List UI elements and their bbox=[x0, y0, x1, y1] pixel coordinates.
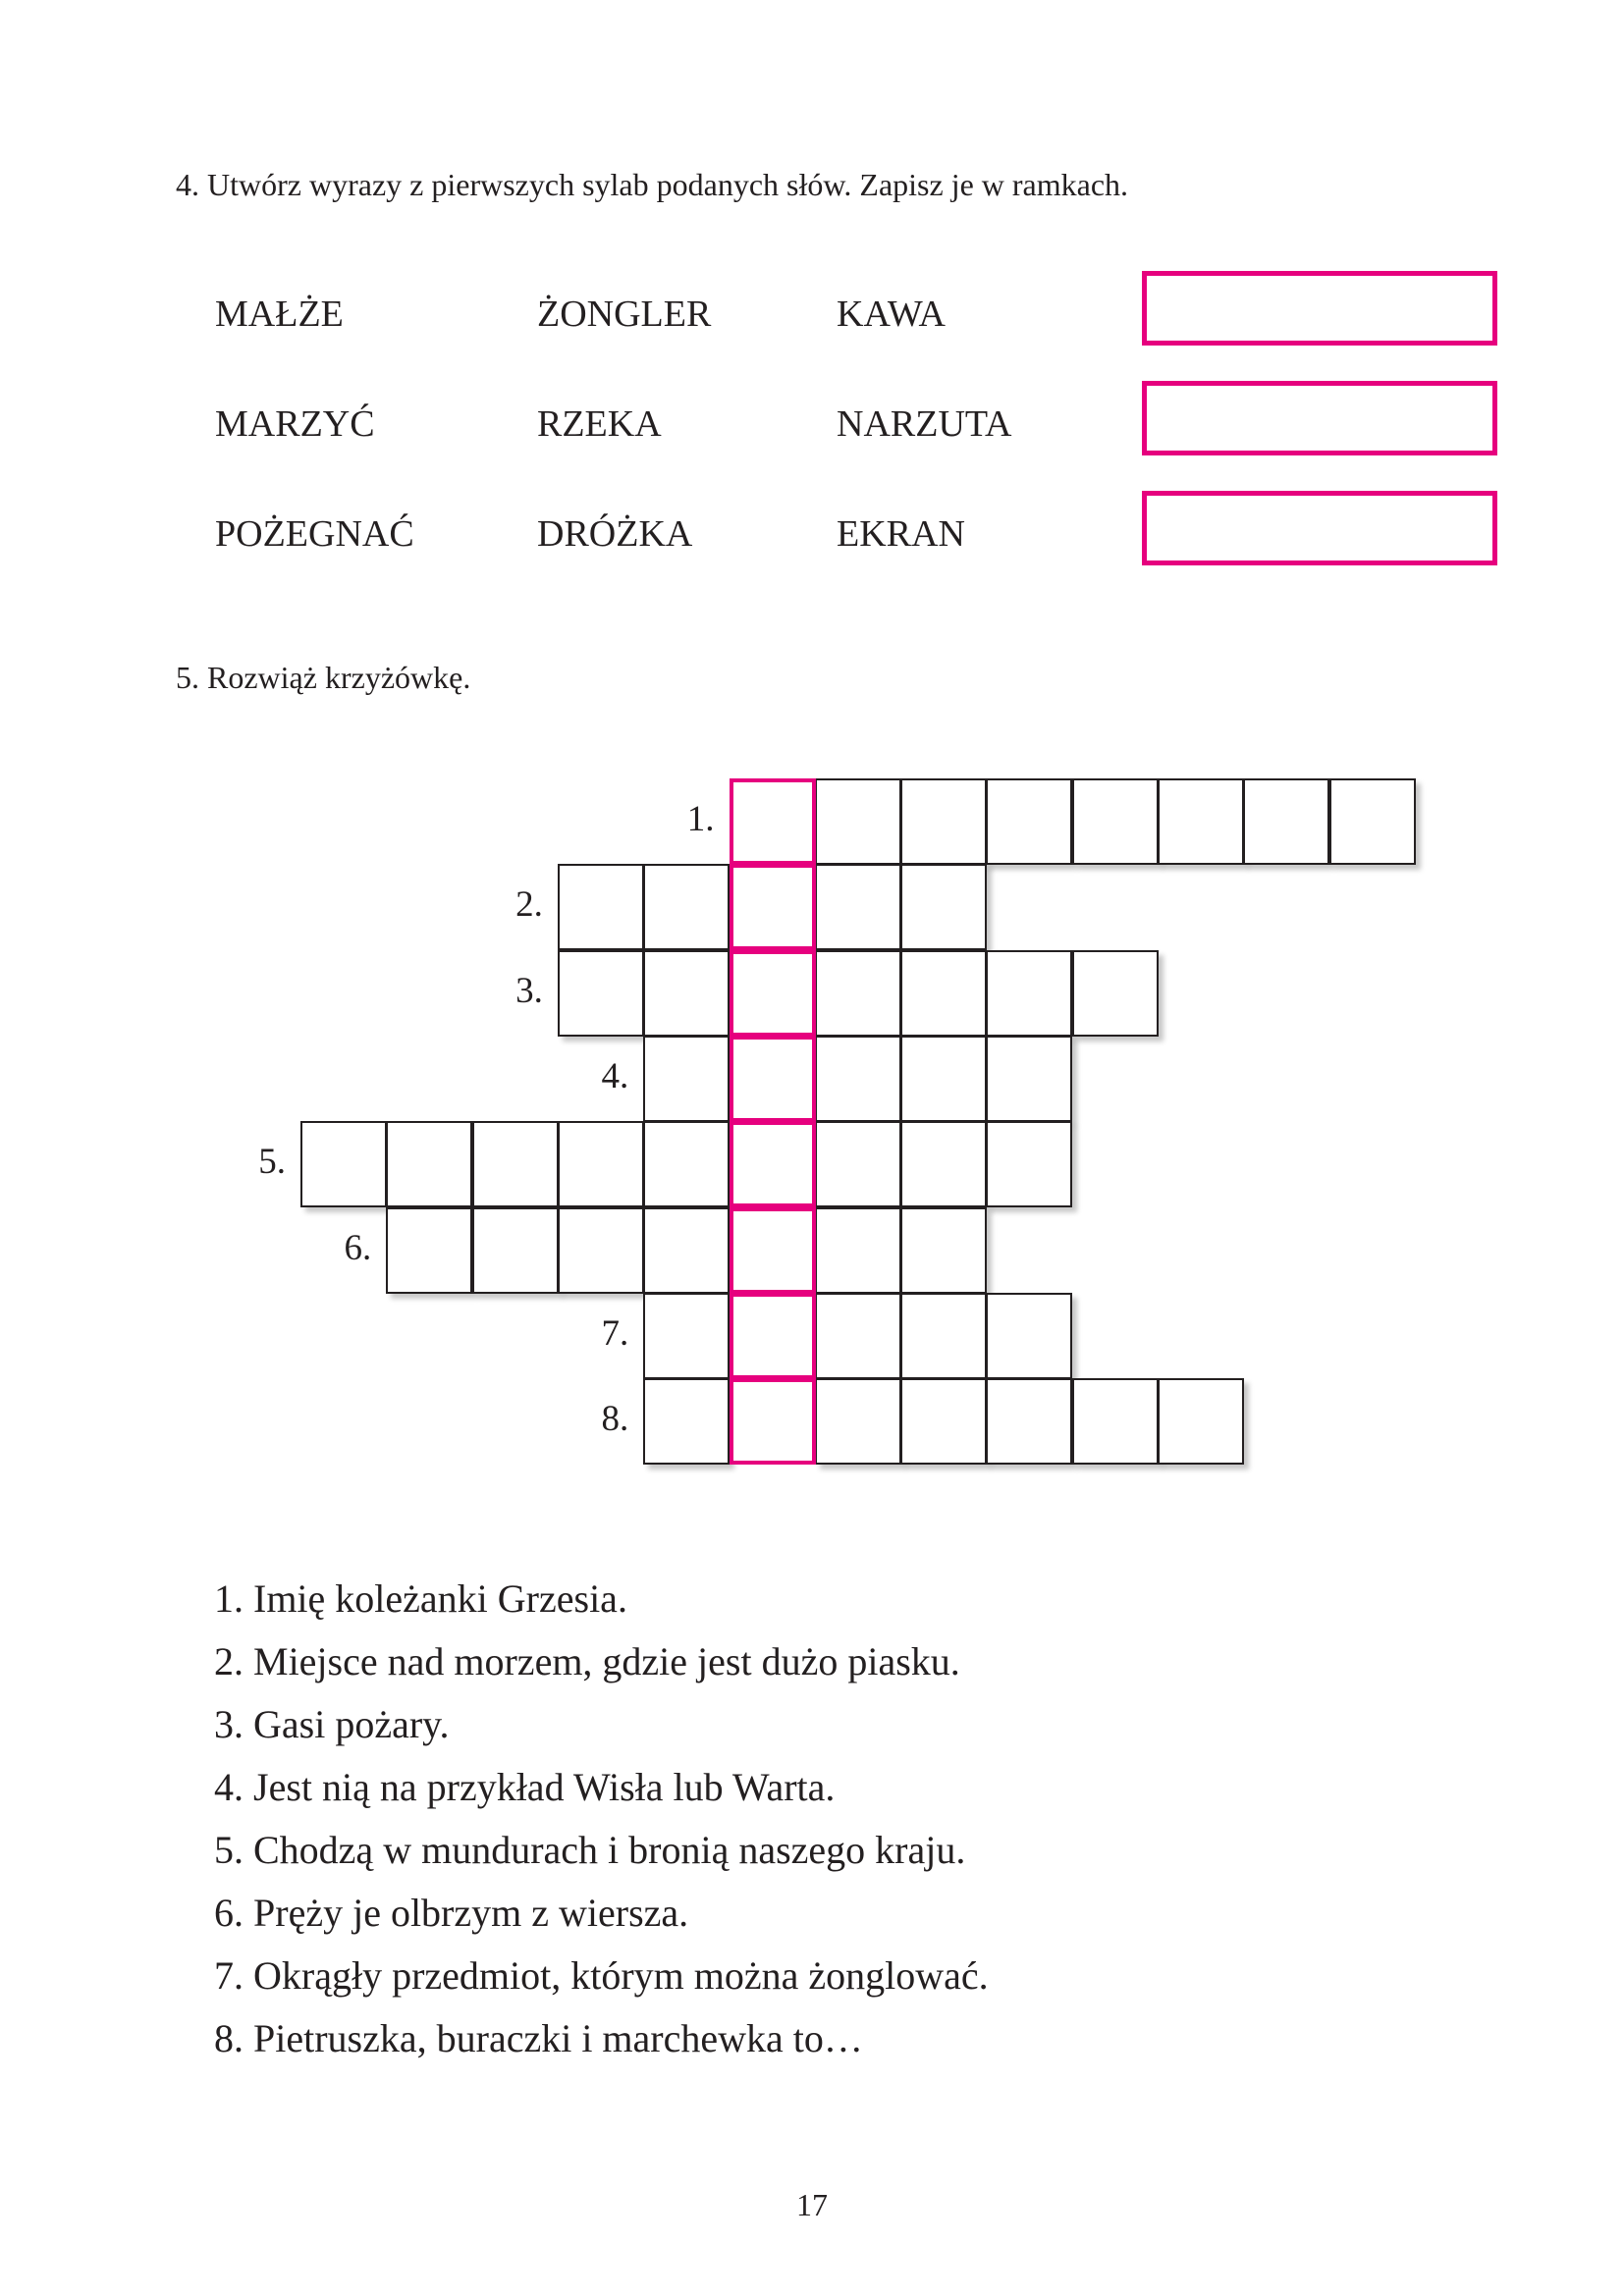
crossword-key-cell[interactable] bbox=[730, 950, 816, 1037]
crossword-cell[interactable] bbox=[558, 864, 644, 950]
crossword-cell[interactable] bbox=[986, 1378, 1072, 1465]
answer-box-1[interactable] bbox=[1142, 271, 1497, 346]
crossword-cell[interactable] bbox=[1243, 778, 1329, 865]
crossword-cell[interactable] bbox=[815, 1121, 901, 1207]
crossword-cell[interactable] bbox=[900, 778, 987, 865]
clue-7: 7. Okrągły przedmiot, którym można żonglować. bbox=[214, 1953, 989, 1998]
clue-2: 2. Miejsce nad morzem, gdzie jest dużo piasku. bbox=[214, 1639, 960, 1683]
crossword-key-cell[interactable] bbox=[730, 1293, 816, 1379]
crossword-cell[interactable] bbox=[900, 950, 987, 1037]
crossword-row-number: 7. bbox=[601, 1312, 629, 1354]
crossword-key-cell[interactable] bbox=[730, 1121, 816, 1207]
crossword-cell[interactable] bbox=[900, 1207, 987, 1294]
crossword-cell[interactable] bbox=[815, 864, 901, 950]
crossword-cell[interactable] bbox=[986, 1036, 1072, 1122]
crossword-row-number: 4. bbox=[601, 1055, 629, 1096]
crossword-row-number: 6. bbox=[344, 1227, 372, 1268]
crossword-cell[interactable] bbox=[986, 1121, 1072, 1207]
crossword-cell[interactable] bbox=[643, 1207, 730, 1294]
crossword-cell[interactable] bbox=[1072, 1378, 1159, 1465]
task5-instruction: 5. Rozwiąż krzyżówkę. bbox=[176, 660, 471, 695]
crossword-cell[interactable] bbox=[986, 778, 1072, 865]
syllable-word: MARZYĆ bbox=[215, 403, 375, 445]
crossword-cell[interactable] bbox=[643, 950, 730, 1037]
clue-8: 8. Pietruszka, buraczki i marchewka to… bbox=[214, 2016, 863, 2060]
crossword-cell[interactable] bbox=[900, 1036, 987, 1122]
clue-1: 1. Imię koleżanki Grzesia. bbox=[214, 1576, 627, 1621]
syllable-word: ŻONGLER bbox=[537, 294, 712, 335]
crossword-cell[interactable] bbox=[986, 1293, 1072, 1379]
syllable-word: MAŁŻE bbox=[215, 294, 344, 335]
answer-box-3[interactable] bbox=[1142, 491, 1497, 565]
crossword-cell[interactable] bbox=[1158, 778, 1244, 865]
syllable-word: RZEKA bbox=[537, 403, 662, 445]
clue-6: 6. Pręży je olbrzym z wiersza. bbox=[214, 1891, 689, 1935]
crossword-row-number: 1. bbox=[686, 799, 715, 839]
answer-box-2[interactable] bbox=[1142, 381, 1497, 455]
crossword-cell[interactable] bbox=[1158, 1378, 1244, 1465]
crossword-cell[interactable] bbox=[815, 950, 901, 1037]
crossword-key-cell[interactable] bbox=[730, 778, 816, 865]
crossword-cell[interactable] bbox=[900, 864, 987, 950]
crossword-cell[interactable] bbox=[986, 950, 1072, 1037]
clue-4: 4. Jest nią na przykład Wisła lub Warta. bbox=[214, 1765, 836, 1809]
crossword-row-number: 5. bbox=[258, 1142, 286, 1183]
crossword-cell[interactable] bbox=[815, 1036, 901, 1122]
task4-instruction: 4. Utwórz wyrazy z pierwszych sylab podanych słów. Zapisz je w ramkach. bbox=[176, 167, 1129, 202]
crossword-key-cell[interactable] bbox=[730, 1207, 816, 1294]
crossword-cell[interactable] bbox=[558, 950, 644, 1037]
crossword-key-cell[interactable] bbox=[730, 1036, 816, 1122]
page-number: 17 bbox=[796, 2187, 828, 2222]
crossword-cell[interactable] bbox=[1072, 950, 1159, 1037]
crossword-cell[interactable] bbox=[1329, 778, 1416, 865]
syllable-word: NARZUTA bbox=[837, 403, 1012, 445]
crossword-cell[interactable] bbox=[558, 1121, 644, 1207]
syllable-word: EKRAN bbox=[837, 513, 965, 555]
crossword-row-number: 2. bbox=[515, 884, 543, 926]
crossword-key-cell[interactable] bbox=[730, 864, 816, 950]
crossword-cell[interactable] bbox=[900, 1293, 987, 1379]
crossword-cell[interactable] bbox=[815, 1378, 901, 1465]
syllable-word: POŻEGNAĆ bbox=[215, 513, 414, 555]
crossword-cell[interactable] bbox=[643, 864, 730, 950]
crossword-cell[interactable] bbox=[472, 1207, 559, 1294]
clue-3: 3. Gasi pożary. bbox=[214, 1702, 450, 1746]
crossword-cell[interactable] bbox=[643, 1121, 730, 1207]
crossword-cell[interactable] bbox=[643, 1378, 730, 1465]
crossword-cell[interactable] bbox=[643, 1293, 730, 1379]
crossword-row-number: 8. bbox=[601, 1399, 629, 1440]
crossword-cell[interactable] bbox=[300, 1121, 387, 1207]
crossword-cell[interactable] bbox=[900, 1121, 987, 1207]
crossword-cell[interactable] bbox=[558, 1207, 644, 1294]
crossword-row-number: 3. bbox=[515, 970, 543, 1011]
crossword-cell[interactable] bbox=[815, 1207, 901, 1294]
crossword-cell[interactable] bbox=[1072, 778, 1159, 865]
clue-5: 5. Chodzą w mundurach i bronią naszego kraju. bbox=[214, 1828, 966, 1872]
crossword-cell[interactable] bbox=[386, 1121, 472, 1207]
syllable-word: KAWA bbox=[837, 294, 946, 335]
crossword-cell[interactable] bbox=[815, 1293, 901, 1379]
syllable-word: DRÓŻKA bbox=[537, 513, 693, 555]
crossword-cell[interactable] bbox=[472, 1121, 559, 1207]
crossword-cell[interactable] bbox=[643, 1036, 730, 1122]
crossword-cell[interactable] bbox=[386, 1207, 472, 1294]
crossword-cell[interactable] bbox=[900, 1378, 987, 1465]
crossword-cell[interactable] bbox=[815, 778, 901, 865]
crossword-key-cell[interactable] bbox=[730, 1378, 816, 1465]
